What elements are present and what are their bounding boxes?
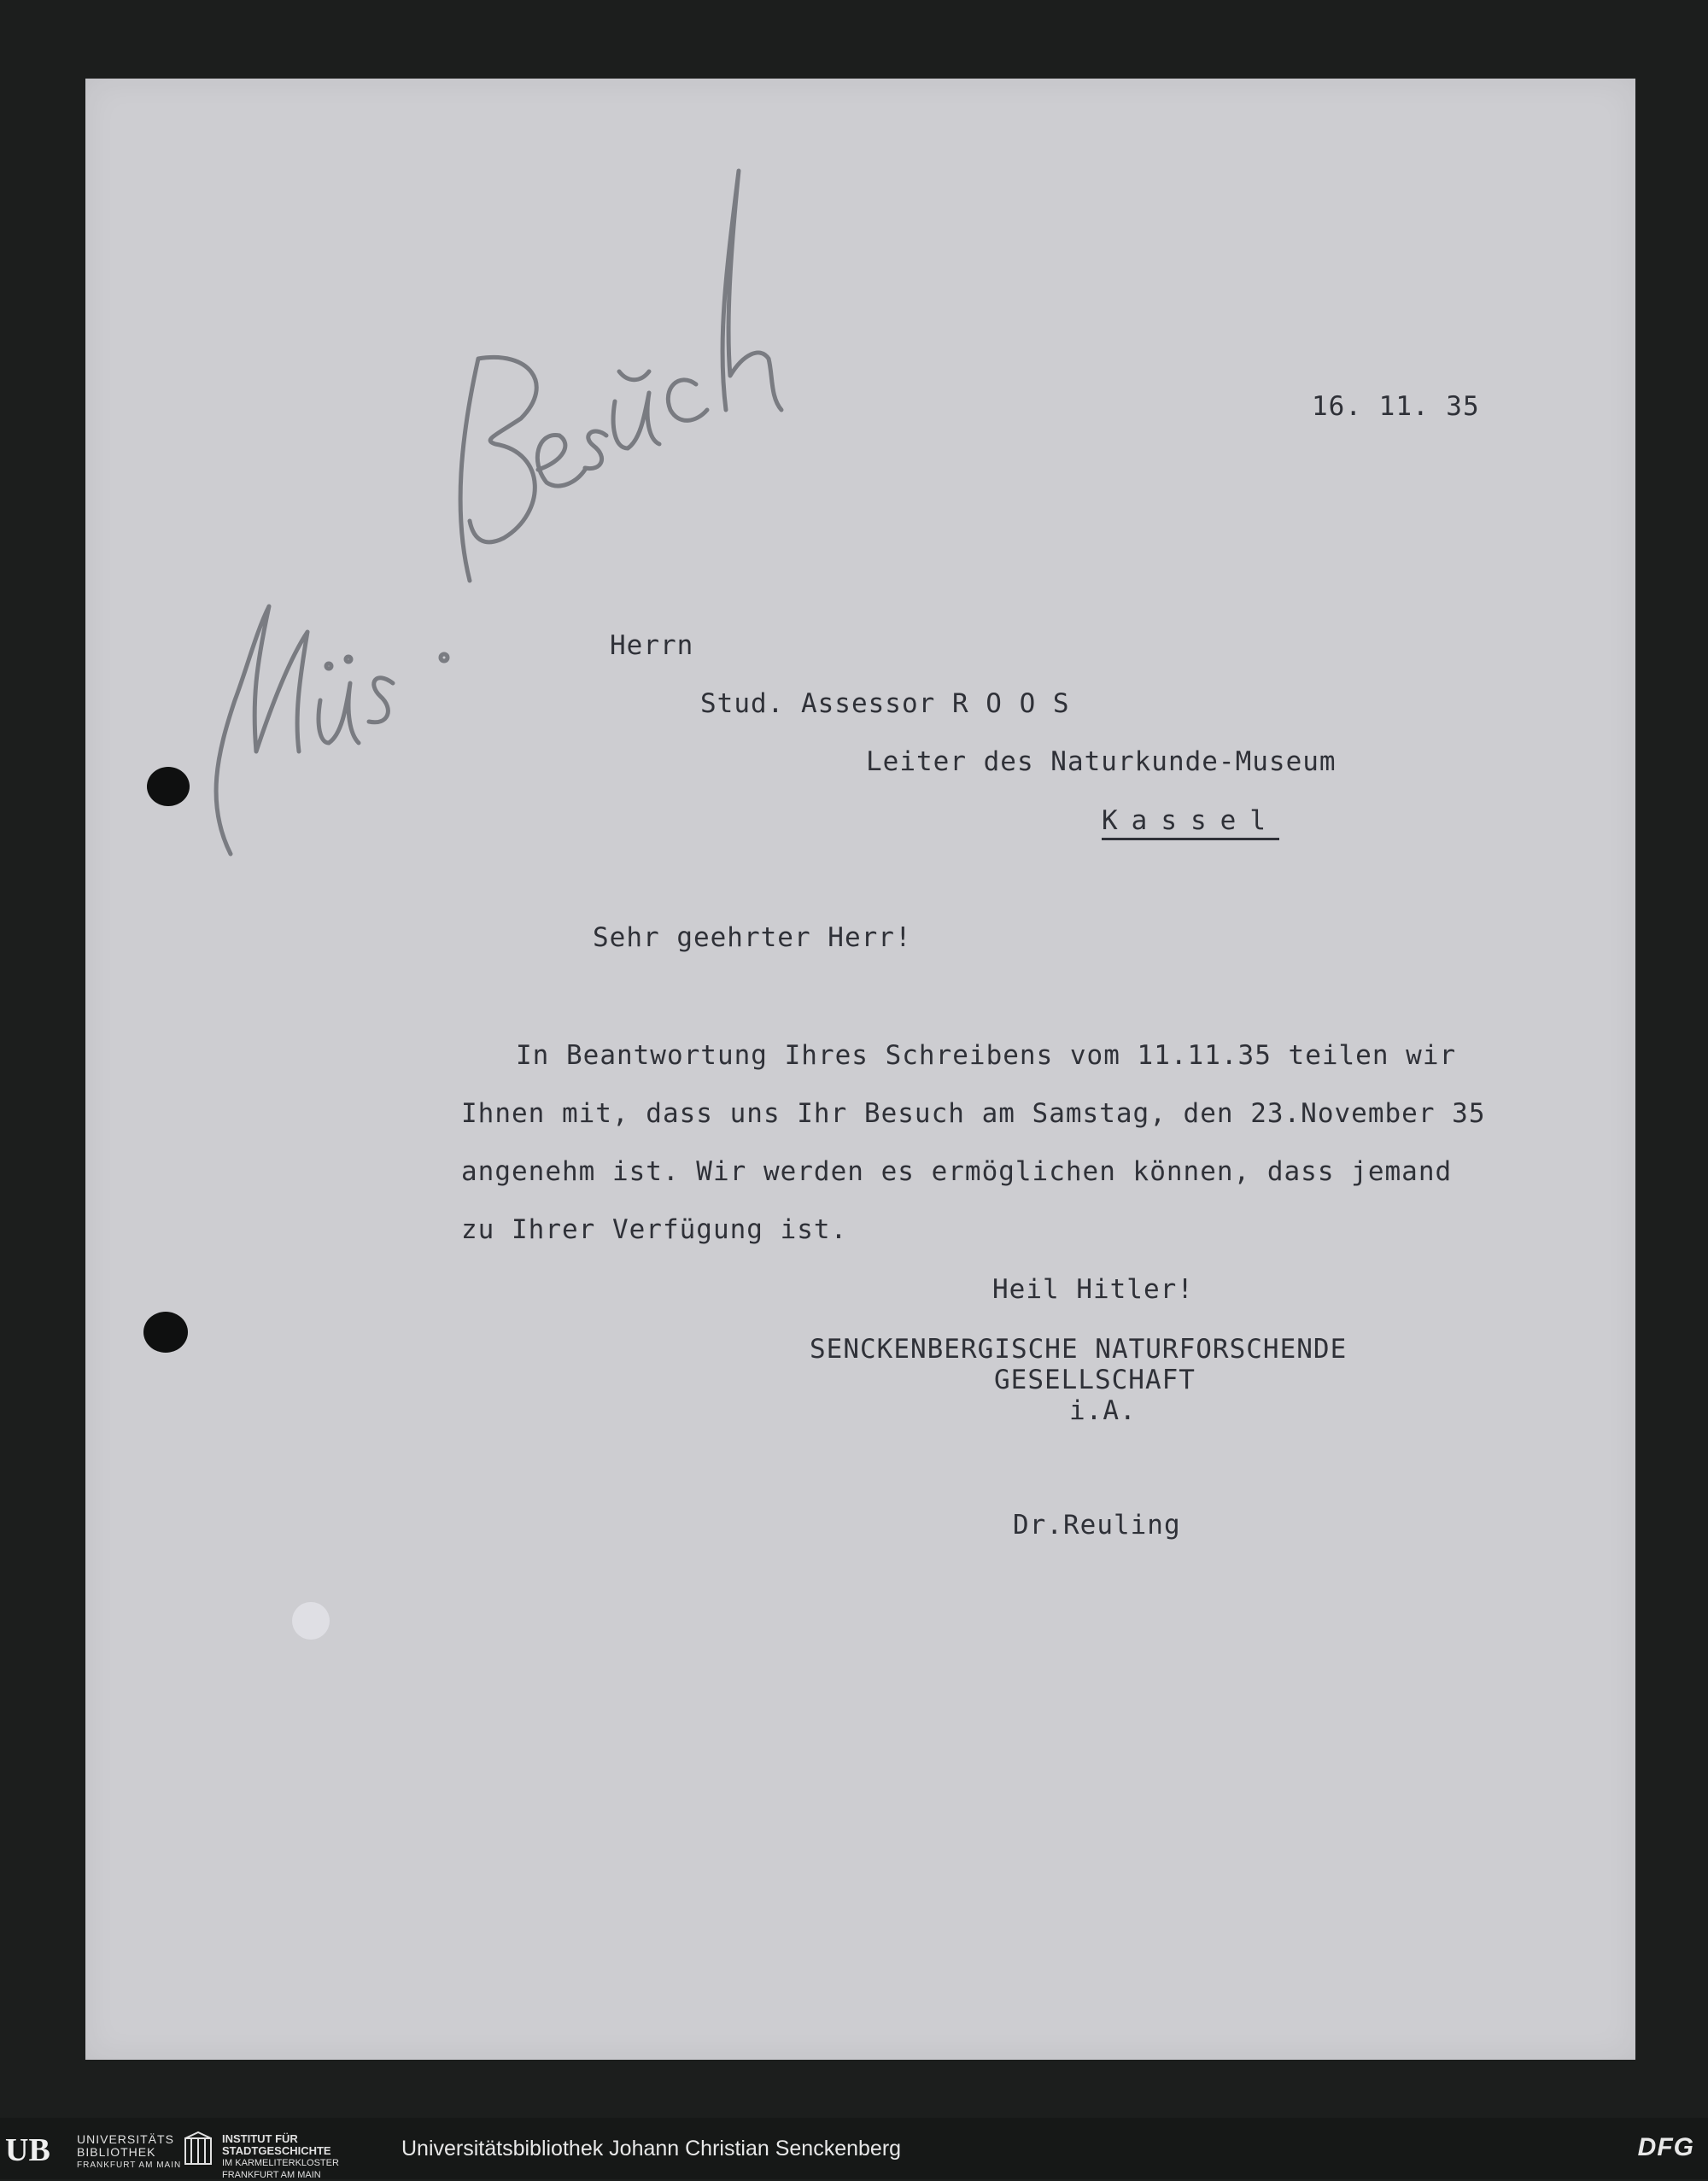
institute-logo [183, 2128, 388, 2180]
institute-line: INSTITUT FÜR [222, 2132, 298, 2145]
body-line: In Beantwortung Ihres Schreibens vom 11.11.35 teilen wir [516, 1040, 1457, 1071]
signer-name: Dr.Reuling [1013, 1510, 1181, 1541]
dfg-logo: DFG [1637, 2133, 1694, 2161]
punch-hole [147, 767, 190, 806]
footer-caption: Universitätsbibliothek Johann Christian Senckenberg [401, 2137, 902, 2161]
body-line: Ihnen mit, dass uns Ihr Besuch am Samstag, den 23.November 35 [461, 1098, 1486, 1129]
recipient-salutation: Herrn [610, 630, 694, 661]
organization-name: SENCKENBERGISCHE NATURFORSCHENDE [810, 1334, 1348, 1365]
institute-text [222, 2133, 339, 2181]
recipient-position: Leiter des Naturkunde-Museum [866, 746, 1337, 777]
body-line: angenehm ist. Wir werden es ermöglichen können, dass jemand [461, 1156, 1453, 1187]
recipient-city: Kassel [1102, 805, 1279, 840]
recipient-name: Stud. Assessor R O O S [700, 688, 1070, 719]
building-icon [183, 2131, 214, 2166]
ub-logo-line: FRANKFURT AM MAIN [77, 2161, 182, 2170]
ub-logo-text [77, 2133, 181, 2172]
ub-logo-line: UNIVERSITÄTS [77, 2132, 174, 2146]
letter-greeting: Sehr geehrter Herr! [593, 922, 912, 953]
ub-logo-line: BIBLIOTHEK [77, 2145, 156, 2159]
institute-line: IM KARMELITERKLOSTER [222, 2158, 339, 2168]
university-library-logo [5, 2128, 188, 2171]
institute-line: FRANKFURT AM MAIN [222, 2170, 321, 2180]
institute-line: STADTGESCHICHTE [222, 2144, 331, 2157]
paper-spot [292, 1602, 330, 1640]
organization-name: GESELLSCHAFT [994, 1365, 1196, 1395]
body-line: zu Ihrer Verfügung ist. [461, 1214, 848, 1245]
archive-footer [0, 2118, 1708, 2179]
letter-closing: Heil Hitler! [992, 1274, 1194, 1305]
on-behalf-mark: i.A. [1069, 1395, 1137, 1426]
ub-logo-mark: UB [5, 2132, 50, 2168]
letter-date: 16. 11. 35 [1312, 391, 1480, 422]
handwritten-note [171, 154, 871, 880]
punch-hole [143, 1312, 188, 1353]
